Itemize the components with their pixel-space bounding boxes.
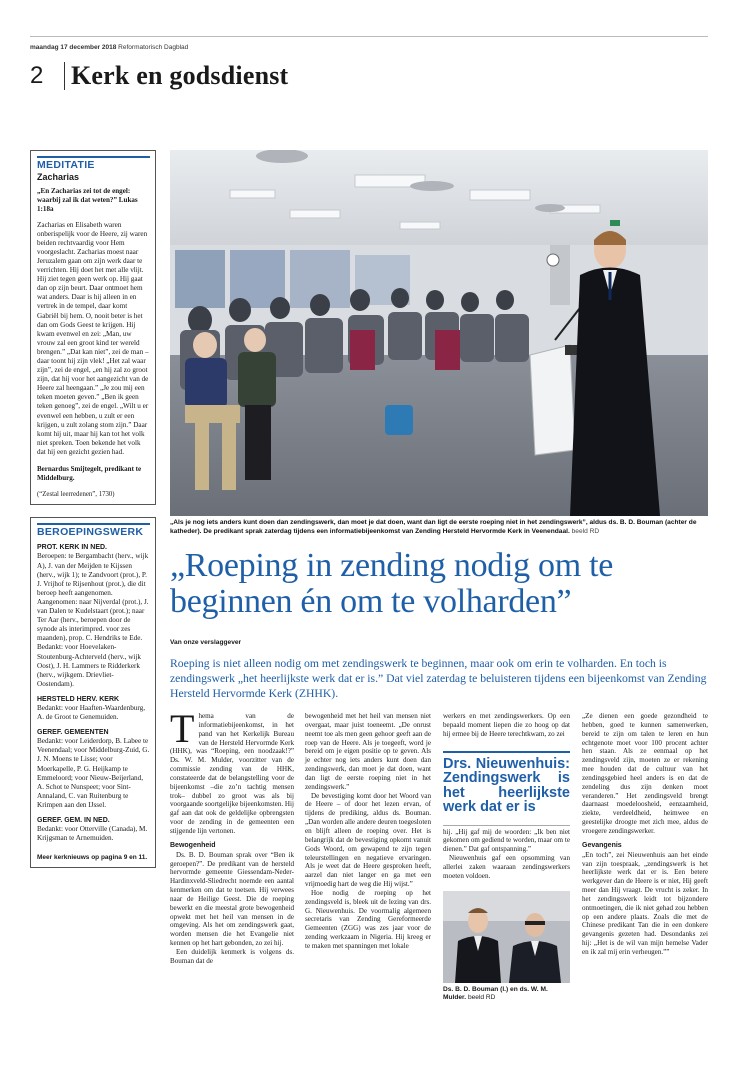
- meditation-quote: „En Zacharias zei tot de engel: waarbij zal ik dat weten?” Lukas 1:18a: [37, 187, 138, 213]
- pull-quote: Drs. Nieuwenhuis: Zendingswerk is het heerlijkste werk dat er is: [443, 751, 570, 815]
- paragraph-text: hema van de informatiebijeenkomst, in het pand van het Kerkelijk Bureau van de Hersteld Hervormde Kerk (HHK), was “Roeping, een noodzaak!?” Ds. W. M. Mulder, voorzitter van de commissie zending van de HHK, constateerde dat de belangstelling voor de bijeenkomst –die zo’n tachtig mensen trok– dubbel zo groot was als bij voorgaande soortgelijke bijeenkomsten. Hij gaf aan dat ook de geldelijke opbrengsten voor de zending in de gemeenten een stijgende lijn vertonen.: [170, 712, 294, 835]
- subheading-bewogenheid: Bewogenheid: [170, 841, 216, 849]
- calls-footer: Meer kerknieuws op pagina 9 en 11.: [37, 854, 148, 862]
- meditation-kicker: MEDITATIE: [37, 159, 95, 171]
- paragraph: Nieuwenhuis gaf een opsomming van allerlei zaken waaraan zendingswerkers moeten voldoen.: [443, 854, 570, 880]
- caption-text: „Als je nog iets anders kunt doen dan zendingswerk, dan moet je dat doen, want dan ligt de eerste roeping niet in het zendingswerk”, aldus ds. B. D. Bouman (achter de katheder). De predikant sprak zaterdag tijdens een informatiebijeenkomst van Zending Hersteld Hervormde Kerk in Veenendaal.: [170, 519, 697, 535]
- meditation-box: [30, 150, 156, 505]
- paragraph: „Ze dienen een goede gezondheid te hebben, goed te kunnen samenwerken, bereid te zijn om talen te leren en hun echtgenote moet voor 100 procent achter hen staan. Als ze eenmaal op het zendingsveld zijn, moeten ze er rekening mee houden dat de cultuur van het zendingsgebied heel anders is en dat de zendeling dus zijn denken moet veranderen.” Het zendingsveld brengt daarnaast moedeloosheid, eenzaamheid, ziekte, verdeeldheid, heimwee en geestelijke droogte met zich mee, aldus de vroegere zendingswerker.: [582, 712, 708, 835]
- calls-kicker: BEROEPINGSWERK: [37, 526, 144, 539]
- lead-paragraph: Roeping is niet alleen nodig om met zendingswerk te beginnen, maar ook om erin te volharden. En toch is zendingswerk „het heerlijkste werk dat er is.” Dat viel zaterdag te beluisteren tijdens een bijeenkomst van Zending Hersteld Hervormde Kerk (ZHHK).: [170, 657, 707, 701]
- paragraph: [170, 706, 294, 836]
- photo-credit: beeld RD: [571, 527, 600, 535]
- pull-quote-rule: [443, 825, 570, 826]
- calls-entry: Beroepen: te Bergambacht (herv., wijk A), J. van der Meijden te Kijssen (herv., wijk 1); te Zandvoort (prot.), P. J. Vrijhof te Rijsenhout (prot.), die dit beroep heeft aangenomen.: [37, 552, 149, 597]
- two-men-photo-illustration: [443, 891, 570, 983]
- paragraph: hij. „Hij gaf mij de woorden: „Ik ben niet gekomen om gediend te worden, maar om te dienen.” Dat gaf ontspanning.”: [443, 827, 570, 854]
- calls-entry: Bedankt: voor Otterville (Canada), M. Krijgsman te Arnemuiden.: [37, 825, 148, 843]
- main-photo: [170, 150, 708, 516]
- paragraph: bewogenheid met het heil van mensen niet overgaat, maar juist toeneemt. „De onrust neemt toe als men geen gehoor geeft aan de roep van de Heere. Als je toegeeft, word je bereid om je eigen positie op te geven. Als je echter nog iets anders kunt doen dan zendingswerk, dan moet je dat doen, want dan ligt de eerste roeping niet in het zendingswerk.”: [305, 712, 431, 791]
- meditation-header: [37, 156, 150, 170]
- calls-box: [30, 517, 156, 868]
- paragraph: Hoe nodig de roeping op het zendingsveld is, bleek uit de lezing van drs. G. Nieuwenhuis. De voormalig algemeen secretaris van Zending Gereformeerde Gemeenten (ZGG) was zes jaar voor de zending werkzaam in Nigeria. Hij kreeg er te maken met spanningen met lokale: [305, 888, 431, 950]
- calls-section-heading: PROT. KERK IN NED.: [37, 544, 108, 552]
- paragraph: De bevestiging komt door het Woord van de Heere – of door het lezen ervan, of tijdens de prediking, aldus ds. Bouman. „Dan worden alle andere deuren toegesloten en blijft alleen de roeping over. Het is belangrijk dat de bevestiging opkomt vanuit Gods Woord, om gewapend te zijn tegen teleurstellingen en negatieve ervaringen. Als je weet dat de Heere gesproken heeft, aarzel dan niet langer en ga met een vrijmoedig hart de weg die Hij wijst.”: [305, 791, 431, 889]
- section-header: [30, 58, 708, 94]
- article-column-4: [582, 712, 708, 957]
- sidebar: [30, 150, 156, 868]
- drop-cap: T: [170, 706, 195, 751]
- article-column-2: [305, 712, 431, 951]
- dateline: [30, 36, 708, 51]
- paragraph: Een duidelijk kenmerk is volgens ds. Bouman dat de: [170, 947, 294, 965]
- header-divider: [64, 62, 65, 90]
- section-title: Kerk en godsdienst: [71, 61, 289, 90]
- meditation-author: Bernardus Smijtegelt, predikant te Middelburg.: [37, 465, 142, 482]
- page-number: 2: [30, 62, 44, 89]
- photo-caption: [170, 519, 708, 536]
- paragraph: werkers en met zendingswerkers. Op een bepaald moment liepen die zo hoog op dat hij ermee bij de Heere terechtkwam, zo zei: [443, 712, 570, 738]
- calls-section-heading: GEREF. GEMEENTEN: [37, 729, 109, 737]
- meditation-title: Zacharias: [37, 172, 80, 183]
- article-column-1: [170, 706, 294, 966]
- date: maandag 17 december 2018: [30, 44, 117, 51]
- inset-credit: beeld RD: [467, 993, 496, 1001]
- calls-section-heading: HERSTELD HERV. KERK: [37, 695, 120, 703]
- calls-entry: Bedankt: voor Haaften-Waardenburg, A. de Groot te Genemuiden.: [37, 703, 146, 722]
- meditation-body: Zacharias en Elisabeth waren onberispelijk voor de Heere, zij waren beiden rechtvaardig voor Hem voorgeslacht. Zacharias moest naar Jeruzalem gaan om zijn werk daar te verrichten. Hij doet het met alle vlijt. Hij ziet tegen geen werk op. Hij gaat dan op zijn beurt. Daar ontmoet hem wat anders. Daar is hij alleen in en vertrek in de tempel, daar komt Gabriël bij hem. O, nooit beter is het dan om Gods Geest te krijgen. Hij kwam evenwel en zei: „Man, uw vrouw zal een groot kind ter wereld brengen.” „Dat kan niet”, zei de man – daar toont hij zijn vlek! „Het zal waar zijn”, zei de engel, „en hij zal zo groot zijn, dat hij voor het aangezicht van de Heere zal heengaan.” „Je zou mij een teken moeten geven.” „Ben ik geen teken genoeg”, zei de engel. „Wilt u er evenwel een hebben, u zult er een krijgen, u zult zolang stom zijn.” Daar komt hij uit, maar hij kan tot het volk niet spreken. Toen bekende het volk dat hij een gezicht gezien had.: [37, 220, 149, 456]
- calls-section-heading: GEREF. GEM. IN NED.: [37, 817, 110, 825]
- byline: Van onze verslaggever: [170, 639, 242, 646]
- calls-header: [37, 523, 150, 537]
- calls-list: [37, 543, 150, 843]
- article-column-3: [443, 712, 570, 1002]
- headline: „Roeping in zending nodig om te beginnen én om te volharden”: [170, 547, 614, 620]
- inset-caption-names: Ds. B. D. Bouman (l.) en ds. W. M. Mulder.: [443, 985, 548, 1001]
- meditation-source: (“Zestal leerredenen”, 1730): [37, 491, 115, 499]
- calls-entry: Aangenomen: naar Nijverdal (prot.), J. van Dalen te Kudelstaart (prot.); naar Ter Aar (herv., beroepen door de synode als interimpred. voor zes maanden), prop. C. Hendriks te Ede.: [37, 597, 149, 643]
- calls-entry: Bedankt: voor Leiderdorp, B. Labee te Veenendaal; voor Middelburg-Zuid, G. J. N. Moens te Lisse; voor Moerkapelle, P. G. Heijkamp te Emmeloord; voor Nieuw-Beijerland, A. Schot te Nunspeet; voor Sint-Annaland, C. van Ruitenburg te Krimpen aan den IJssel.: [37, 737, 150, 809]
- subheading-gevangenis: Gevangenis: [582, 841, 622, 849]
- paragraph: Ds. B. D. Bouman sprak over “Ben ik geroepen?”. De predikant van de hersteld hervormde gemeente Giessendam-Neder-Hardinxveld-Sliedrecht noemde een aantal kenmerken om dat te toetsen. Hij verwees naar de Heilige Geest. Die de roeping bewerkt en die meestal grote bewogenheid opwekt met het heil van mensen in de omgeving. Als het om zendingswerk gaat, worden mensen die het Evangelie niet kennen op het hart gebonden, zo zei hij.: [170, 850, 294, 948]
- inset-caption: [443, 986, 570, 1003]
- inset-photo: [443, 891, 570, 983]
- meeting-photo-illustration: [170, 150, 708, 516]
- publication: Reformatorisch Dagblad: [118, 44, 189, 51]
- calls-entry: Bedankt: voor Hoevelaken-Stoutenburg-Achterveld (herv., wijk Oost), J. H. Lammers te Ridderkerk (herv., wijkgem. Drievliet-Oostendam).: [37, 643, 141, 688]
- paragraph: „En toch”, zei Nieuwenhuis aan het einde van zijn toespraak, „zendingswerk is het heerlijkste werk dat er is. Een betere werkgever dan de Heere is er niet, Hij geeft meer dan Hij vraagt. De vrucht is zeker. In het zendingswerk leidt tot bijzondere ontmoetingen, die ik niet gehad zou hebben op een andere plaats. Zoals die met de Chinese predikant Tan die in een donkere gevangenis gezeten had. Desondanks zei hij: „Het is de wil van mijn hemelse Vader en ik zal mij erin verheugen.””: [582, 850, 708, 956]
